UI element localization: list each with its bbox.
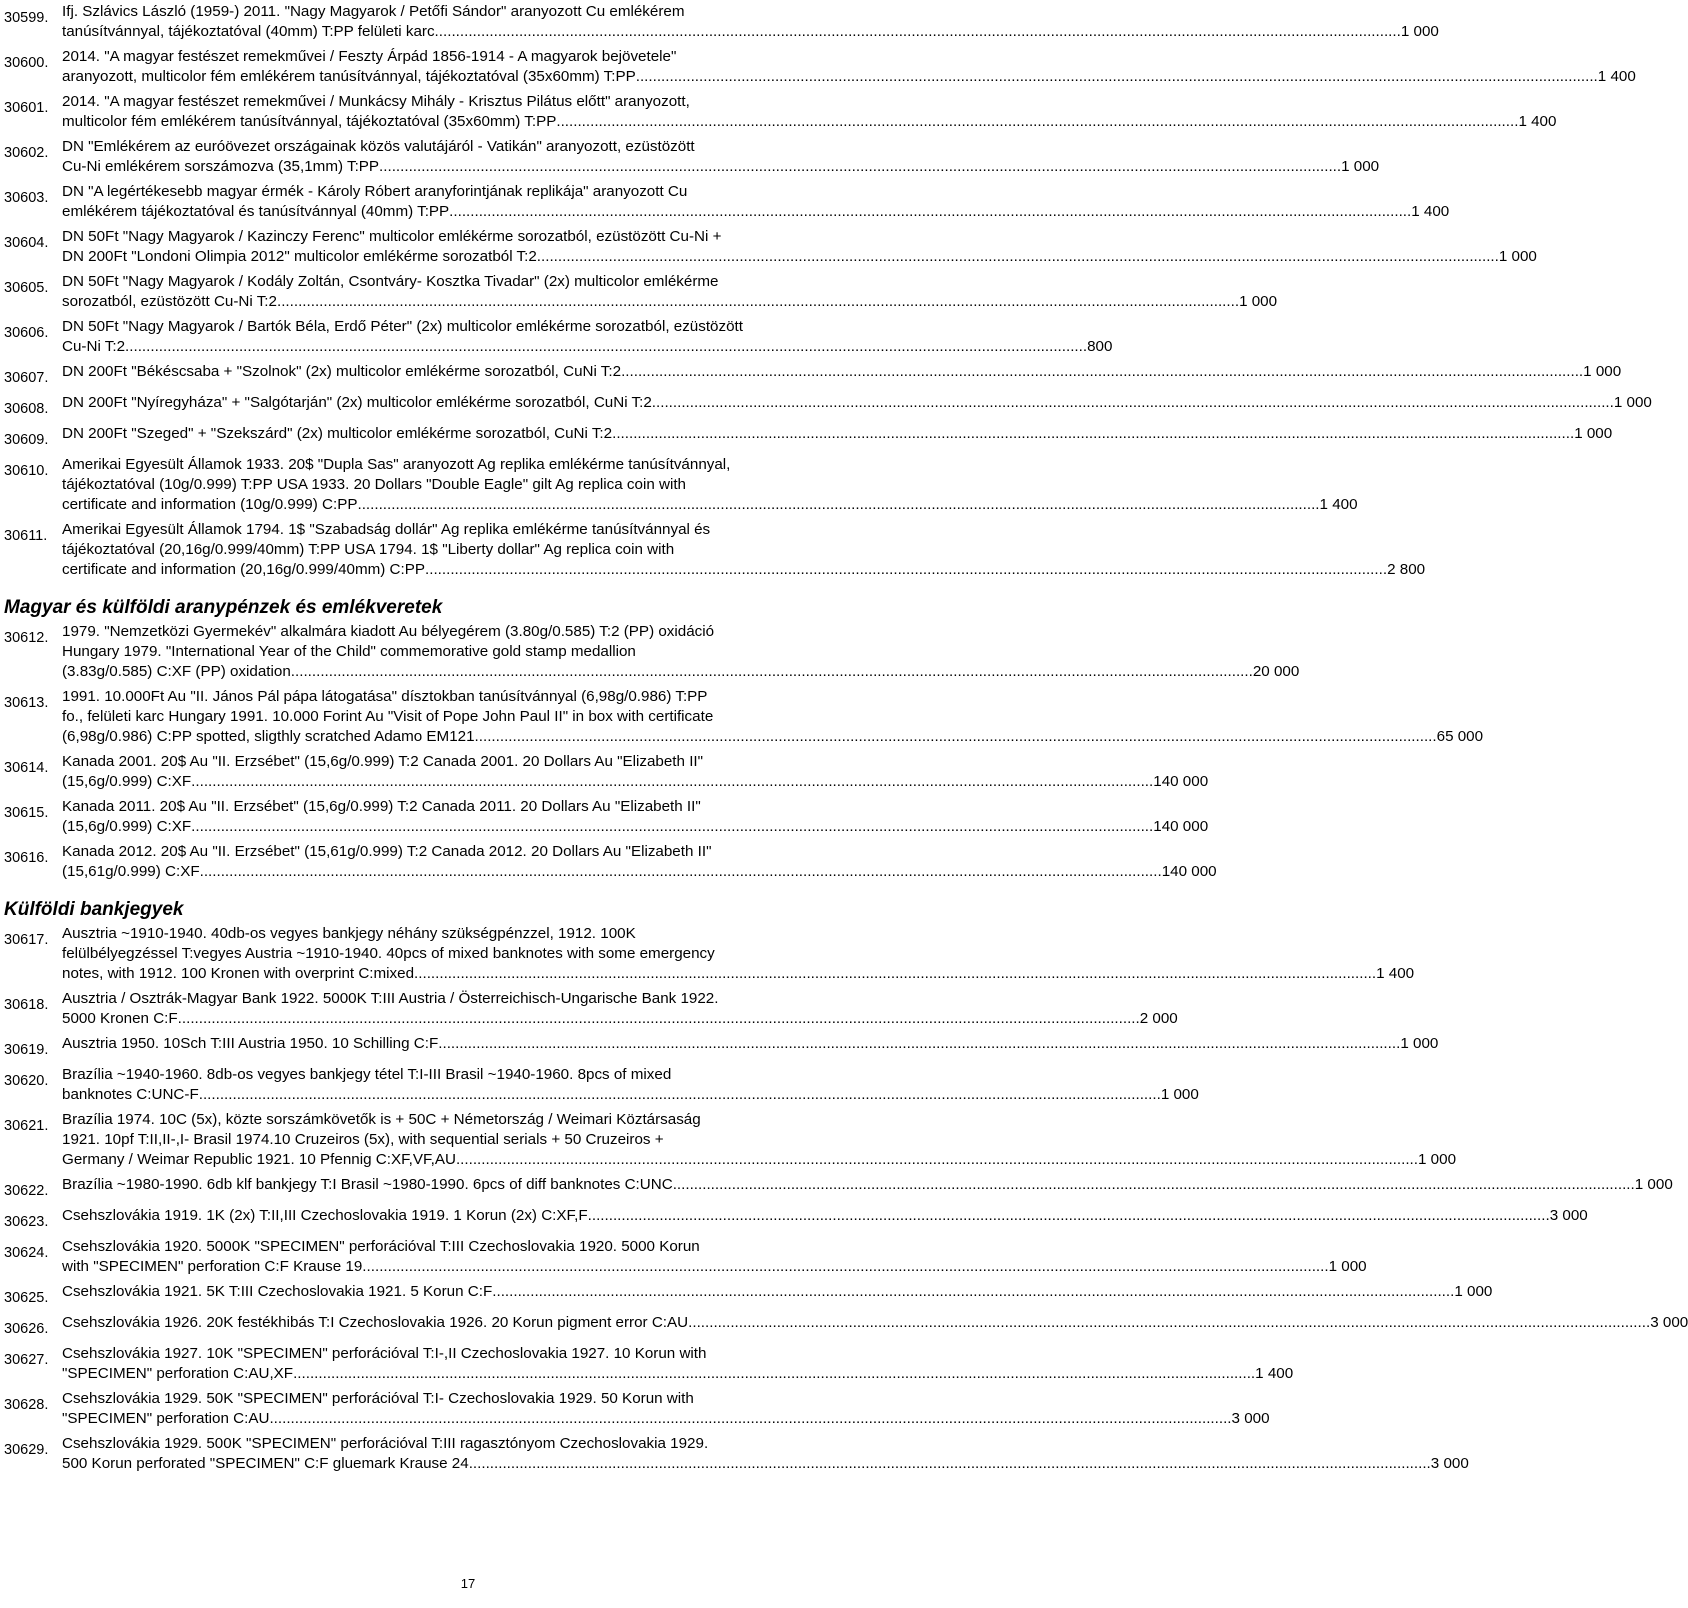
lot-number: 30606. [4, 325, 49, 341]
lot-description-line: Brazília 1974. 10C (5x), közte sorszámkövetők is + 50C + Németország / Weimari Köztársaság [62, 1111, 701, 1128]
lot-description [62, 2, 1439, 42]
lot-starting-price: 2 000 [1139, 1010, 1178, 1027]
lot-number: 30620. [4, 1073, 49, 1089]
lot-description-text: Csehszlovákia 1926. 20K festékhibás T:I Czechoslovakia 1926. 20 Korun pigment error C:AU [62, 1314, 689, 1331]
lot-description-line: Ifj. Szlávics László (1959-) 2011. "Nagy Magyarok / Petőfi Sándor" aranyozott Cu emlékérem [62, 3, 685, 20]
lot-description-text: (15,6g/0.999) C:XF [62, 773, 192, 790]
lot-description [62, 272, 1277, 312]
lot-number: 30602. [4, 145, 49, 161]
lot-number: 30599. [4, 10, 49, 26]
lot-entry [4, 137, 1380, 177]
lot-description [62, 1434, 1469, 1474]
lot-description [62, 1034, 1438, 1060]
lot-entry [4, 1034, 1439, 1060]
catalog-page [4, 2, 1688, 1479]
dot-leader [556, 112, 1518, 132]
lot-description-text: notes, with 1912. 100 Kronen with overprint C:mixed [62, 965, 415, 982]
lot-description [62, 1175, 1673, 1201]
lot-description-text: DN 200Ft "Londoni Olimpia 2012" multicolor emlékérme sorozatból T:2 [62, 248, 537, 265]
lot-entry [4, 842, 1217, 882]
lot-description [62, 752, 1208, 792]
lot-description [62, 424, 1612, 450]
lot-description-text: tanúsítvánnyal, tájékoztatóval (40mm) T:PP felületi karc. [62, 23, 439, 40]
lot-description-line [62, 727, 1483, 747]
lot-description [62, 182, 1449, 222]
lot-description [62, 1313, 1688, 1339]
dot-leader [537, 247, 1499, 267]
lot-description-line: DN 50Ft "Nagy Magyarok / Bartók Béla, Erdő Péter" (2x) multicolor emlékérme sorozatból, ezüstözött [62, 318, 743, 335]
lot-description [62, 455, 1358, 515]
dot-leader [191, 772, 1153, 792]
lot-description-line [62, 67, 1636, 87]
lot-description-line: 1921. 10pf T:II,II-,I- Brasil 1974.10 Cruzeiros (5x), with sequential serials + 50 Cruzeiros + [62, 1131, 664, 1148]
lot-number: 30603. [4, 190, 49, 206]
lot-description-line: Kanada 2012. 20$ Au "II. Erzsébet" (15,61g/0.999) T:2 Canada 2012. 20 Dollars Au "Elizabeth II" [62, 843, 712, 860]
lot-description-line: Brazília ~1940-1960. 8db-os vegyes bankjegy tétel T:I-III Brasil ~1940-1960. 8pcs of mixed [62, 1066, 672, 1083]
lot-description-text: with "SPECIMEN" perforation C:F Krause 19. [62, 1258, 367, 1275]
lot-entry [4, 272, 1278, 312]
lot-description-text: (6,98g/0.986) C:PP spotted, sligthly scratched Adamo EM121 [62, 728, 475, 745]
lot-description-line [62, 1085, 1199, 1105]
lot-description-line [62, 495, 1358, 515]
lot-description-line: tájékoztatóval (20,16g/0.999/40mm) T:PP USA 1794. 1$ "Liberty dollar" Ag replica coin with [62, 541, 675, 558]
lot-entry [4, 1434, 1469, 1474]
lot-description-line [62, 862, 1217, 882]
dot-leader [673, 1175, 1635, 1195]
lot-description-line: Kanada 2001. 20$ Au "II. Erzsébet" (15,6g/0.999) T:2 Canada 2001. 20 Dollars Au "Elizabeth II" [62, 753, 704, 770]
dot-leader [191, 817, 1153, 837]
lot-description-line: DN 50Ft "Nagy Magyarok / Kodály Zoltán, Csontváry- Kosztka Tivadar" (2x) multicolor emlékérme [62, 273, 719, 290]
lot-description-line [62, 1409, 1270, 1429]
lot-entry [4, 182, 1450, 222]
lot-starting-price: 3 000 [1430, 1455, 1469, 1472]
lot-description-line: DN "A legértékesebb magyar érmék - Károly Róbert aranyforintjának replikája" aranyozott Cu [62, 183, 688, 200]
lot-number: 30616. [4, 850, 49, 866]
section-heading: Külföldi bankjegyek [4, 899, 184, 920]
lot-description-line: Csehszlovákia 1929. 500K "SPECIMEN" perforációval T:III ragasztónyom Czechoslovakia 1929. [62, 1435, 709, 1452]
lot-description-line [62, 1282, 1492, 1302]
lot-description-line: Kanada 2011. 20$ Au "II. Erzsébet" (15,6g/0.999) T:2 Canada 2011. 20 Dollars Au "Elizabeth II" [62, 798, 701, 815]
dot-leader [492, 1282, 1454, 1302]
dot-leader [652, 393, 1614, 413]
lot-entry [4, 2, 1439, 42]
lot-number: 30614. [4, 760, 49, 776]
lot-description-text: aranyozott, multicolor fém emlékérem tanúsítvánnyal, tájékoztatóval (35x60mm) T:PP [62, 68, 636, 85]
lot-number: 30629. [4, 1442, 49, 1458]
lot-starting-price: 1 400 [1411, 203, 1450, 220]
lot-entry [4, 227, 1537, 267]
lot-description-line [62, 1206, 1588, 1226]
lot-number: 30621. [4, 1118, 49, 1134]
dot-leader [439, 22, 1401, 42]
dot-leader [621, 362, 1583, 382]
lot-description-text: Csehszlovákia 1921. 5K T:III Czechoslovakia 1921. 5 Korun C:F [62, 1283, 493, 1300]
lot-entry [4, 92, 1557, 132]
lot-entry [4, 455, 1358, 515]
lot-number: 30601. [4, 100, 49, 116]
dot-leader [293, 1364, 1255, 1384]
lot-description-line: DN "Emlékérem az euróövezet országainak közös valutájáról - Vatikán" aranyozott, ezüstözött [62, 138, 695, 155]
lot-entry [4, 752, 1209, 792]
lot-starting-price: 1 400 [1518, 113, 1557, 130]
lot-description-text: Brazília ~1980-1990. 6db klf bankjegy T:I Brasil ~1980-1990. 6pcs of diff banknotes C:UNC [62, 1176, 673, 1193]
lot-description-line: Amerikai Egyesült Államok 1794. 1$ "Szabadság dollár" Ag replika emlékérme tanúsítvánnyal és [62, 521, 711, 538]
lot-description-line [62, 393, 1652, 413]
dot-leader [200, 862, 1162, 882]
lot-description-line [62, 247, 1537, 267]
lot-description-line: Amerikai Egyesült Államok 1933. 20$ "Dupla Sas" aranyozott Ag replika emlékérme tanúsítvánnyal, [62, 456, 731, 473]
lot-description-line [62, 964, 1414, 984]
lot-description-line: DN 50Ft "Nagy Magyarok / Kazinczy Ferenc" multicolor emlékérme sorozatból, ezüstözött Cu-Ni + [62, 228, 722, 245]
lot-description-line [62, 1175, 1673, 1195]
lot-starting-price: 3 000 [1549, 1207, 1588, 1224]
lot-starting-price: 1 000 [1498, 248, 1537, 265]
lot-description-text: certificate and information (10g/0.999) C:PP [62, 496, 358, 513]
lot-description [62, 1344, 1293, 1384]
lot-description-text: multicolor fém emlékérem tanúsítvánnyal, tájékoztatóval (35x60mm) T:PP [62, 113, 557, 130]
lot-description [62, 137, 1379, 177]
lot-number: 30623. [4, 1214, 49, 1230]
lot-starting-price: 1 000 [1613, 394, 1652, 411]
lot-description-line [62, 1257, 1367, 1277]
lot-description [62, 1389, 1270, 1429]
lot-description-line: 1991. 10.000Ft Au "II. János Pál pápa látogatása" dísztokban tanúsítvánnyal (6,98g/0.986) T:PP [62, 688, 708, 705]
dot-leader [379, 157, 1341, 177]
lot-starting-price: 1 000 [1328, 1258, 1367, 1275]
lot-number: 30600. [4, 55, 49, 71]
lot-number: 30611. [4, 528, 48, 544]
lot-number: 30605. [4, 280, 49, 296]
lot-description-line: felülbélyegzéssel T:vegyes Austria ~1910-1940. 40pcs of mixed banknotes with some emergency [62, 945, 715, 962]
lot-number: 30618. [4, 997, 49, 1013]
lot-starting-price: 65 000 [1436, 728, 1484, 745]
lot-number: 30610. [4, 463, 49, 479]
lot-description [62, 924, 1414, 984]
lot-description-line [62, 424, 1612, 444]
lot-description-text: (3.83g/0.585) C:XF (PP) oxidation [62, 663, 291, 680]
dot-leader [269, 1409, 1231, 1429]
lot-entry [4, 1344, 1294, 1384]
dot-leader [414, 964, 1376, 984]
dot-leader [425, 560, 1387, 580]
lot-description [62, 622, 1299, 682]
lot-description [62, 520, 1425, 580]
lot-entry [4, 1065, 1199, 1105]
lot-description-text: Csehszlovákia 1919. 1K (2x) T:II,III Czechoslovakia 1919. 1 Korun (2x) C:XF,F [62, 1207, 588, 1224]
lot-description-text: Cu-Ni T:2 [62, 338, 126, 355]
lot-starting-price: 1 400 [1597, 68, 1636, 85]
lot-description-text: Ausztria 1950. 10Sch T:III Austria 1950. 10 Schilling C:F [62, 1035, 439, 1052]
lot-number: 30607. [4, 370, 49, 386]
lot-number: 30613. [4, 695, 49, 711]
lot-description-line [62, 1150, 1456, 1170]
dot-leader [588, 1206, 1550, 1226]
lot-starting-price: 1 000 [1160, 1086, 1199, 1103]
lot-description-line: Hungary 1979. "International Year of the Child" commemorative gold stamp medallion [62, 643, 636, 660]
lot-description-text: "SPECIMEN" perforation C:AU [62, 1410, 270, 1427]
lot-starting-price: 1 400 [1319, 496, 1358, 513]
lot-description-text: banknotes C:UNC-F [62, 1086, 199, 1103]
dot-leader [178, 1009, 1140, 1029]
lot-entry [4, 797, 1209, 837]
lot-description-line [62, 112, 1556, 132]
lot-starting-price: 1 000 [1454, 1283, 1493, 1300]
lot-starting-price: 2 800 [1387, 561, 1426, 578]
lot-description-line [62, 22, 1439, 42]
dot-leader [199, 1085, 1161, 1105]
lot-description-line [62, 560, 1425, 580]
lot-starting-price: 1 000 [1239, 293, 1278, 310]
lot-starting-price: 3 000 [1231, 1410, 1270, 1427]
dot-leader [367, 1257, 1329, 1277]
lot-number: 30609. [4, 432, 49, 448]
dot-leader [357, 495, 1319, 515]
lot-description-line [62, 662, 1299, 682]
lot-starting-price: 1 000 [1418, 1151, 1457, 1168]
lot-entry [4, 1237, 1367, 1277]
lot-starting-price: 1 000 [1583, 363, 1622, 380]
lot-number: 30622. [4, 1183, 49, 1199]
lot-description [62, 47, 1636, 87]
lot-starting-price: 1 000 [1400, 23, 1439, 40]
lot-description [62, 362, 1621, 388]
lot-description-line: 1979. "Nemzetközi Gyermekév" alkalmára kiadott Au bélyegérem (3.80g/0.585) T:2 (PP) oxidáció [62, 623, 715, 640]
lot-description [62, 1282, 1492, 1308]
lot-description [62, 797, 1208, 837]
lot-starting-price: 1 400 [1376, 965, 1415, 982]
lot-description-line: 2014. "A magyar festészet remekművei / Munkácsy Mihály - Krisztus Pilátus előtt" aranyozott, [62, 93, 690, 110]
lot-description-line: Csehszlovákia 1929. 50K "SPECIMEN" perforációval T:I- Czechoslovakia 1929. 50 Korun with [62, 1390, 694, 1407]
lot-entry [4, 520, 1426, 580]
lot-description [62, 989, 1178, 1029]
lot-description-text: sorozatból, ezüstözött Cu-Ni T:2 [62, 293, 277, 310]
lot-description-line: Ausztria / Osztrák-Magyar Bank 1922. 5000K T:III Austria / Österreichisch-Ungarische Bank 1922. [62, 990, 719, 1007]
lot-description [62, 1065, 1199, 1105]
lot-description-line [62, 157, 1379, 177]
lot-description [62, 687, 1483, 747]
lot-number: 30628. [4, 1397, 49, 1413]
lot-description-line [62, 1034, 1438, 1054]
lot-starting-price: 800 [1087, 338, 1113, 355]
lot-starting-price: 1 000 [1341, 158, 1380, 175]
dot-leader [456, 1150, 1418, 1170]
lot-description-line: tájékoztatóval (10g/0.999) T:PP USA 1933. 20 Dollars "Double Eagle" gilt Ag replica coin with [62, 476, 686, 493]
lot-number: 30624. [4, 1245, 49, 1261]
lot-description-line [62, 817, 1208, 837]
lot-description-line [62, 1313, 1688, 1333]
lot-description [62, 393, 1652, 419]
lot-starting-price: 140 000 [1153, 818, 1209, 835]
lot-description-line [62, 1009, 1178, 1029]
lot-description-text: (15,61g/0.999) C:XF [62, 863, 200, 880]
lot-entry [4, 989, 1178, 1029]
lot-number: 30604. [4, 235, 49, 251]
lot-number: 30619. [4, 1042, 49, 1058]
lot-entry [4, 317, 1113, 357]
lot-description-line: Ausztria ~1910-1940. 40db-os vegyes bankjegy néhány szükségpénzzel, 1912. 100K [62, 925, 636, 942]
lot-description-line [62, 292, 1277, 312]
dot-leader [688, 1313, 1650, 1333]
lot-description-line: 2014. "A magyar festészet remekművei / Feszty Árpád 1856-1914 - A magyarok bejövetele" [62, 48, 677, 65]
dot-leader [612, 424, 1574, 444]
lot-description-text: certificate and information (20,16g/0.999/40mm) C:PP [62, 561, 425, 578]
lot-description-text: Germany / Weimar Republic 1921. 10 Pfennig C:XF,VF,AU [62, 1151, 456, 1168]
lot-number: 30626. [4, 1321, 49, 1337]
lot-description-line [62, 337, 1112, 357]
lot-number: 30625. [4, 1290, 49, 1306]
lot-number: 30627. [4, 1352, 49, 1368]
lot-description-text: DN 200Ft "Nyíregyháza" + "Salgótarján" (2x) multicolor emlékérme sorozatból, CuNi T:2 [62, 394, 652, 411]
lot-description [62, 1206, 1588, 1232]
lot-description [62, 842, 1217, 882]
dot-leader [469, 1454, 1431, 1474]
dot-leader [636, 67, 1598, 87]
section-heading: Magyar és külföldi aranypénzek és emlékveretek [4, 597, 443, 618]
lot-number: 30612. [4, 630, 49, 646]
lot-description-line [62, 772, 1208, 792]
lot-entry [4, 1313, 1688, 1339]
lot-entry [4, 622, 1300, 682]
lot-starting-price: 20 000 [1252, 663, 1300, 680]
lot-starting-price: 1 000 [1400, 1035, 1439, 1052]
lot-entry [4, 687, 1484, 747]
dot-leader [438, 1034, 1400, 1054]
lot-number: 30608. [4, 401, 49, 417]
lot-starting-price: 3 000 [1650, 1314, 1688, 1331]
lot-description-text: DN 200Ft "Szeged" + "Szekszárd" (2x) multicolor emlékérme sorozatból, CuNi T:2 [62, 425, 613, 442]
lot-description-line [62, 1364, 1293, 1384]
lot-description-text: 500 Korun perforated "SPECIMEN" C:F gluemark Krause 24 [62, 1455, 469, 1472]
lot-description-text: DN 200Ft "Békéscsaba + "Szolnok" (2x) multicolor emlékérme sorozatból, CuNi T:2 [62, 363, 622, 380]
lot-number: 30615. [4, 805, 49, 821]
dot-leader [277, 292, 1239, 312]
lot-description-text: Cu-Ni emlékérem sorszámozva (35,1mm) T:PP [62, 158, 380, 175]
lot-entry [4, 393, 1652, 419]
lot-description-text: 5000 Kronen C:F [62, 1010, 178, 1027]
lot-entry [4, 424, 1613, 450]
lot-description-line [62, 1454, 1469, 1474]
lot-entry [4, 1389, 1270, 1429]
lot-entry [4, 924, 1415, 984]
lot-starting-price: 1 400 [1255, 1365, 1294, 1382]
lot-description-line: Csehszlovákia 1927. 10K "SPECIMEN" perforációval T:I-,II Czechoslovakia 1927. 10 Korun with [62, 1345, 707, 1362]
lot-number: 30617. [4, 932, 49, 948]
lot-entry [4, 1175, 1673, 1201]
lot-description-line: Csehszlovákia 1920. 5000K "SPECIMEN" perforációval T:III Czechoslovakia 1920. 5000 Korun [62, 1238, 700, 1255]
lot-entry [4, 1110, 1457, 1170]
lot-starting-price: 1 000 [1574, 425, 1613, 442]
lot-description [62, 1237, 1367, 1277]
lot-description [62, 1110, 1456, 1170]
lot-description-line [62, 362, 1621, 382]
page-number: 17 [460, 1576, 476, 1591]
lot-starting-price: 1 000 [1634, 1176, 1673, 1193]
lot-description-text: emlékérem tájékoztatóval és tanúsítvánnyal (40mm) T:PP [62, 203, 450, 220]
dot-leader [475, 727, 1437, 747]
dot-leader [291, 662, 1253, 682]
lot-description [62, 227, 1537, 267]
dot-leader [125, 337, 1087, 357]
lot-starting-price: 140 000 [1161, 863, 1217, 880]
lot-description [62, 92, 1556, 132]
lot-entry [4, 47, 1636, 87]
lot-description-text: "SPECIMEN" perforation C:AU,XF [62, 1365, 294, 1382]
lot-entry [4, 1206, 1588, 1232]
lot-description [62, 317, 1112, 357]
lot-entry [4, 1282, 1493, 1308]
lot-description-line [62, 202, 1449, 222]
dot-leader [449, 202, 1411, 222]
lot-description-text: (15,6g/0.999) C:XF [62, 818, 192, 835]
lot-entry [4, 362, 1622, 388]
lot-starting-price: 140 000 [1153, 773, 1209, 790]
lot-description-line: fo., felületi karc Hungary 1991. 10.000 Forint Au "Visit of Pope John Paul II" in box with certificate [62, 708, 714, 725]
